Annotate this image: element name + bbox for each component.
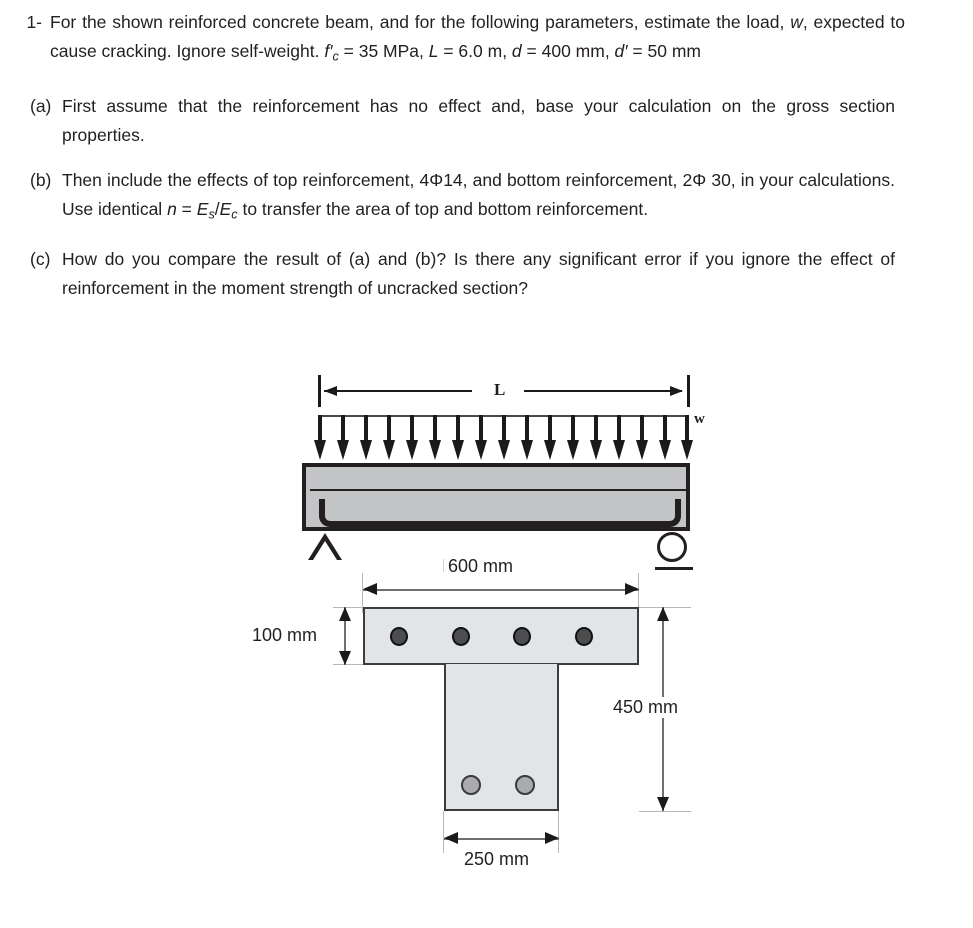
span-dim-line-left <box>324 390 472 392</box>
load-arrow-icon <box>525 415 529 460</box>
var-n: n <box>167 198 177 219</box>
label-flange-thickness: 100 mm <box>252 625 318 645</box>
stem-part-5: = 400 mm, <box>521 41 615 61</box>
dim-250-arrow-right-icon <box>545 832 559 844</box>
problem-statement <box>0 0 973 303</box>
top-rebar-icon <box>390 627 408 646</box>
span-arrow-right-icon <box>670 386 683 396</box>
var-Ec: E <box>219 198 232 219</box>
dim-line-250 <box>444 838 559 840</box>
load-arrow-icon <box>685 415 689 460</box>
label-flange-width: 600 mm <box>448 556 514 576</box>
load-arrow-icon <box>548 415 552 460</box>
load-arrow-icon <box>341 415 345 460</box>
stem-part-1: For the shown reinforced concrete beam, and for the following parameters, estimate the load, <box>50 12 791 32</box>
problem-stem-text <box>50 8 973 72</box>
stem-part-4: = 6.0 m, <box>438 41 512 61</box>
load-arrow-icon <box>364 415 368 460</box>
span-extension-left <box>318 375 321 407</box>
beam-section-elevation <box>302 463 690 531</box>
var-d-prime: d′ <box>614 41 628 61</box>
load-arrow-icon <box>663 415 667 460</box>
label-600-tick <box>443 559 444 572</box>
var-w: w <box>790 12 803 32</box>
dim-450-arrow-down-icon <box>657 797 669 811</box>
part-b-label: (b) <box>30 169 52 190</box>
part-b-text-3: / <box>214 198 220 219</box>
part-b-text <box>62 166 973 230</box>
span-arrow-left-icon <box>324 386 337 396</box>
load-arrow-icon <box>571 415 575 460</box>
load-arrow-icon <box>433 415 437 460</box>
span-extension-right <box>687 375 690 407</box>
part-b-text-1: Then include the effects of top reinforcement, 4Φ14, and bottom reinforcement, 2Φ 30, in your calculations. Use identical <box>62 169 895 219</box>
part-b-text-2: = <box>176 198 197 219</box>
part-a-text: First assume that the reinforcement has no effect and, base your calculation on the gross section properties. <box>62 95 895 145</box>
distributed-load <box>318 411 705 463</box>
load-label: w <box>694 411 705 427</box>
dim-100-arrow-up-icon <box>339 607 351 621</box>
beam-bottom-rebar-hook <box>319 499 681 527</box>
load-arrow-icon <box>640 415 644 460</box>
figures-area <box>0 355 973 928</box>
var-fc: f <box>324 41 330 61</box>
part-b-text-4: to transfer the area of top and bottom reinforcement. <box>237 198 649 219</box>
part-c-label: (c) <box>30 249 51 270</box>
label-total-depth: 450 mm <box>613 697 679 717</box>
stem-part-2: , expected to cause cracking. Ignore self-weight. <box>50 12 905 61</box>
load-arrow-icon <box>456 415 460 460</box>
dim-450-arrow-up-icon <box>657 607 669 621</box>
var-Ec-subscript: c <box>231 207 238 222</box>
problem-part-b <box>0 166 973 230</box>
span-dim-line-right <box>524 390 682 392</box>
load-arrow-icon <box>594 415 598 460</box>
var-Es: E <box>196 198 209 219</box>
top-rebar-icon <box>452 627 470 646</box>
dim-250-arrow-left-icon <box>444 832 458 844</box>
span-label: L <box>494 380 506 399</box>
cross-section-figure <box>245 556 735 925</box>
load-arrow-icon <box>387 415 391 460</box>
part-a-label: (a) <box>30 95 52 116</box>
load-arrow-icon <box>479 415 483 460</box>
bottom-rebar-icon <box>461 775 481 795</box>
load-arrow-icon <box>410 415 414 460</box>
var-fc-prime: ′ <box>329 41 333 61</box>
beam-elevation-figure <box>290 355 720 570</box>
top-rebar-icon <box>575 627 593 646</box>
span-dimension <box>318 375 690 411</box>
var-d: d <box>511 41 522 61</box>
dim-600-arrow-right-icon <box>625 583 639 595</box>
dim-line-600 <box>363 589 639 591</box>
load-arrow-icon <box>617 415 621 460</box>
dim-100-arrow-down-icon <box>339 651 351 665</box>
bottom-rebar-icon <box>515 775 535 795</box>
var-L: L <box>428 41 439 61</box>
var-Es-subscript: s <box>208 207 215 222</box>
beam-top-reinforcement-line <box>310 489 690 491</box>
part-c-text: How do you compare the result of (a) and (b)? Is there any significant error if you ignore the effect of reinforcement in the moment strength of uncracked section? <box>62 249 895 299</box>
stem-part-6: = 50 mm <box>627 41 701 61</box>
problem-stem-row <box>0 8 973 72</box>
roller-support-icon <box>657 532 687 562</box>
top-rebar-icon <box>513 627 531 646</box>
stem-part-3: = 35 MPa, <box>338 41 429 61</box>
pin-support-inner-icon <box>313 541 337 560</box>
extension-line-depth-bottom <box>639 811 691 812</box>
problem-part-a <box>0 92 973 150</box>
label-web-width: 250 mm <box>464 849 530 869</box>
var-fc-subscript: c <box>332 49 339 64</box>
dim-600-arrow-left-icon <box>363 583 377 595</box>
problem-part-c <box>0 245 973 303</box>
load-arrow-icon <box>318 415 322 460</box>
load-arrow-icon <box>502 415 506 460</box>
problem-number: 1- <box>26 12 42 32</box>
